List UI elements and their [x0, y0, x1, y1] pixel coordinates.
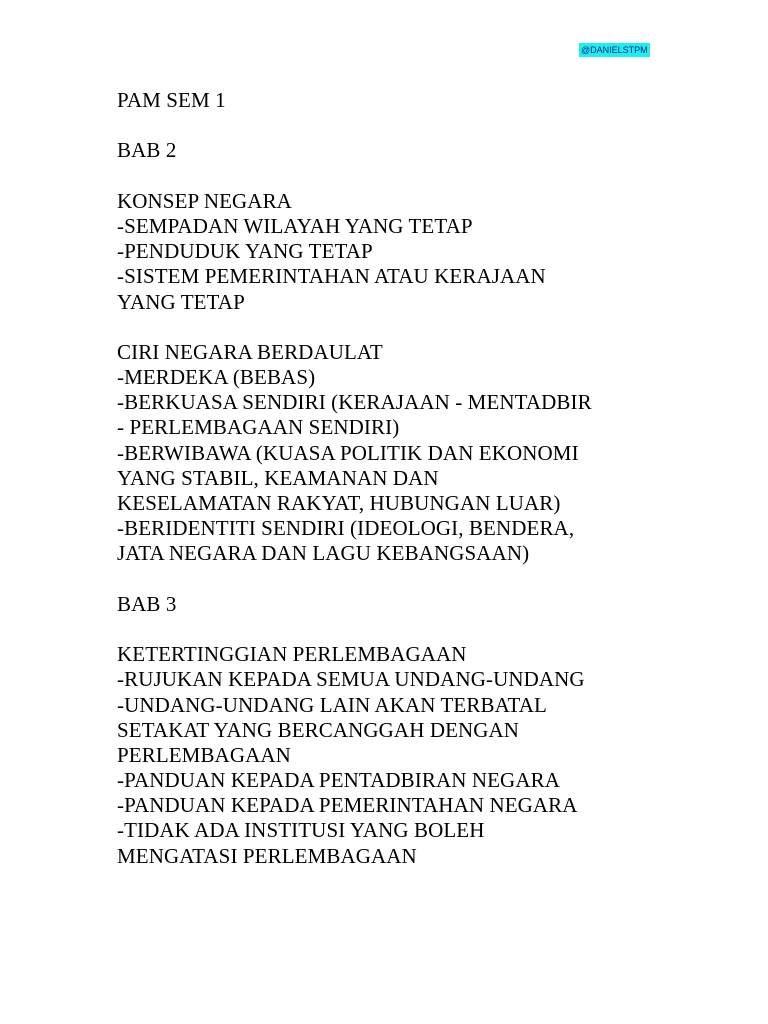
text-line: YANG TETAP: [117, 289, 245, 314]
text-line: KESELAMATAN RAKYAT, HUBUNGAN LUAR): [117, 491, 561, 515]
text-line: PERLEMBAGAAN: [117, 742, 291, 767]
text-line: -BERWIBAWA (KUASA POLITIK DAN EKONOMI: [117, 440, 579, 465]
text-line: -PANDUAN KEPADA PENTADBIRAN NEGARA: [117, 768, 560, 793]
text-line: -PANDUAN KEPADA PEMERINTAHAN NEGARA: [117, 793, 578, 818]
subsection-title-ciri-negara: CIRI NEGARA BERDAULAT: [117, 339, 383, 364]
text-line: -PENDUDUK YANG TETAP: [117, 239, 373, 264]
text-line: -BERKUASA SENDIRI (KERAJAAN - MENTADBIR: [117, 390, 592, 415]
spacer: [117, 617, 657, 642]
text-line: JATA NEGARA DAN LAGU KEBANGSAAN): [117, 541, 530, 566]
text-line: -UNDANG-UNDANG LAIN AKAN TERBATAL: [117, 692, 547, 717]
text-line: SETAKAT YANG BERCANGGAH DENGAN: [117, 717, 520, 742]
text-line: -MERDEKA (BEBAS): [117, 365, 316, 390]
spacer: [117, 113, 657, 138]
subsection-title-ketertinggian: KETERTINGGIAN PERLEMBAGAAN: [117, 642, 467, 667]
spacer: [117, 567, 657, 592]
section-title-bab-2: BAB 2: [117, 138, 177, 163]
watermark-tag: @DANIELSTPM: [581, 45, 648, 55]
text-line: -BERIDENTITI SENDIRI (IDEOLOGI, BENDERA,: [117, 516, 575, 541]
text-line: - PERLEMBAGAAN SENDIRI): [117, 415, 400, 440]
text-line: -TIDAK ADA INSTITUSI YANG BOLEH: [117, 818, 485, 843]
text-line: -RUJUKAN KEPADA SEMUA UNDANG-UNDANG: [117, 667, 585, 692]
spacer: [117, 315, 657, 340]
document-body: [117, 88, 657, 869]
subsection-title-konsep-negara: KONSEP NEGARA: [117, 188, 292, 213]
document-heading: PAM SEM 1: [117, 88, 226, 112]
spacer: [117, 164, 657, 189]
text-line: -SISTEM PEMERINTAHAN ATAU KERAJAAN: [117, 264, 546, 289]
text-line: MENGATASI PERLEMBAGAAN: [117, 843, 417, 868]
section-title-bab-3: BAB 3: [117, 591, 177, 616]
text-line: -SEMPADAN WILAYAH YANG TETAP: [117, 213, 473, 238]
text-line: YANG STABIL, KEAMANAN DAN: [117, 465, 439, 490]
